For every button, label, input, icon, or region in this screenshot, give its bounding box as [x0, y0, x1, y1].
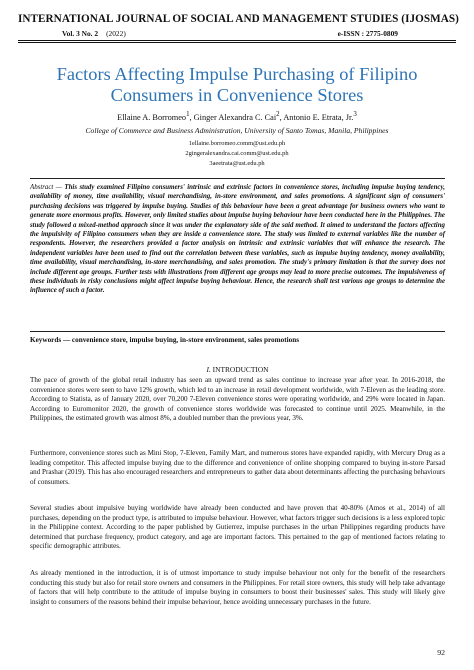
author-emails	[20, 139, 454, 169]
section-title: INTRODUCTION	[212, 365, 269, 374]
header-divider	[18, 40, 456, 41]
issue-volume	[62, 29, 126, 38]
section-heading-introduction	[30, 365, 445, 374]
abstract-bottom-rule	[30, 331, 445, 332]
section-number: I.	[206, 365, 211, 374]
page-number: 92	[437, 648, 445, 657]
issue-info-row	[62, 29, 398, 38]
volume-label: Vol. 3 No. 2	[62, 29, 99, 38]
issue-year: (2022)	[106, 29, 126, 38]
abstract-text: This study examined Filipino consumers' intrinsic and extrinsic factors in convenience stores, including impulse buying tendency, availability of money, time availability, visual merchandising, in-store environment, and sales promotions. A significant sign of consumers' purchasing decisions was triggered by impulse buying. Studies of this behaviour have been a great advantage for business owners who want to generate more enormous profits. However, only limited studies about impulse buying behaviour have been conducted here in the Philippines. The study followed a mixed-method approach since it was under the explanatory side of the said method. It aimed to understand the factors affecting the impulsivity of Filipino consumers when they are inside a convenience store. The study was limited to external variables like the number of respondents. However, the researchers provided a factor analysis on intrinsic and extrinsic variables that will enhance the research. The independent variables have been used to find out the correlation between these variables, such as impulse buying tendency, money availability, time availability, visual merchandising, in-store merchandising, and sales promotion. The study's primary limitation is that the survey does not include different age groups. Further tests with illustrations from different age groups may lead to more precise outcomes. The impulsiveness of these individuals in risky conclusions might affect impulse buying behaviour. Hence, the research shall test various age groups to determine the influence of such a factor.	[30, 184, 445, 295]
paragraph: The pace of growth of the global retail industry has seen an upward trend as sales continue to increase year after year. In 2016-2018, the convenience stores were seen to have 12% growth, which led to an increase in retail development worldwide, with 7-Eleven as the leading store. According to Statista, as of January 2020, over 70,200 7-Eleven convenience stores were operating worldwide, and 29% were located in Japan. According to Euromonitor 2020, the growth of convenience stores worldwide was forecasted to continue until 2025. Meanwhile, in the Philippines, the estimated growth was almost 8%, a doubled number than the previous year, 3%.	[30, 376, 445, 423]
issn-label: e-ISSN : 2775-0809	[337, 29, 398, 38]
author-email: 3aeetrata@ust.edu.ph	[209, 160, 265, 167]
abstract-label: Abstract —	[30, 184, 62, 191]
keywords: Keywords — convenience store, impulse buying, in-store environment, sales promotions	[30, 336, 300, 344]
journal-title: INTERNATIONAL JOURNAL OF SOCIAL AND MANAGEMENT STUDIES (IJOSMAS)	[18, 13, 459, 25]
paper-title: Factors Affecting Impulse Purchasing of Filipino Consumers in Convenience Stores	[56, 64, 418, 105]
paragraph: Furthermore, convenience stores such as Mini Stop, 7-Eleven, Family Mart, and numerous stores have expanded rapidly, with Mercury Drug as a leading competitor. This affected impulse buying due to the difference and convenience of online shopping compared to buying in-store Parsad and Prashar (2019). This has also encouraged researchers and entrepreneurs to gather data about determinants affecting the purchasing behaviours of consumers.	[30, 449, 445, 486]
author-list: Ellaine A. Borromeo$^1$, Ginger Alexandra C. Cai$^2$, Antonio E. Etrata, Jr.$^3$	[117, 111, 357, 122]
paragraph: As already mentioned in the introduction, it is of utmost importance to study impulse behaviour not only for the benefit of the researchers conducting this study but also for retail store owners and consumers in the Philippines. For retail store owners, this study will help take advantage of factors that will help contribute to the attitude of impulse buying in consumers to boost their businesses' sales. This study will likely give insight to consumers of the reasons behind their impulse behaviour, hence avoiding unnecessary purchases in the future.	[30, 569, 445, 606]
abstract-top-rule	[30, 178, 445, 179]
author-email: 1ellaine.borromeo.comm@ust.edu.ph	[188, 140, 286, 147]
author-email: 2gingeralexandra.cai.comm@ust.edu.ph	[185, 150, 289, 157]
abstract	[30, 183, 445, 296]
paragraph: Several studies about impulsive buying worldwide have already been conducted and have proven that 40-80% (Amos et al., 2014) of all purchases, depending on the product type, is attributed to impulse behaviour. However, what factors trigger such decisions is a less explored topic in the Philippine context. According to the paper published by Gutierrez, impulse purchases in the urban Philippines regarding products have determined that purchase frequency, product category, and age are important factors. This pertained to the gap of mentioned factors relating to specific demographic attributes.	[30, 504, 445, 551]
header-divider-secondary	[18, 42, 456, 43]
author-affiliation: College of Commerce and Business Administration, University of Santo Tomas, Manila, Philippines	[85, 126, 389, 135]
